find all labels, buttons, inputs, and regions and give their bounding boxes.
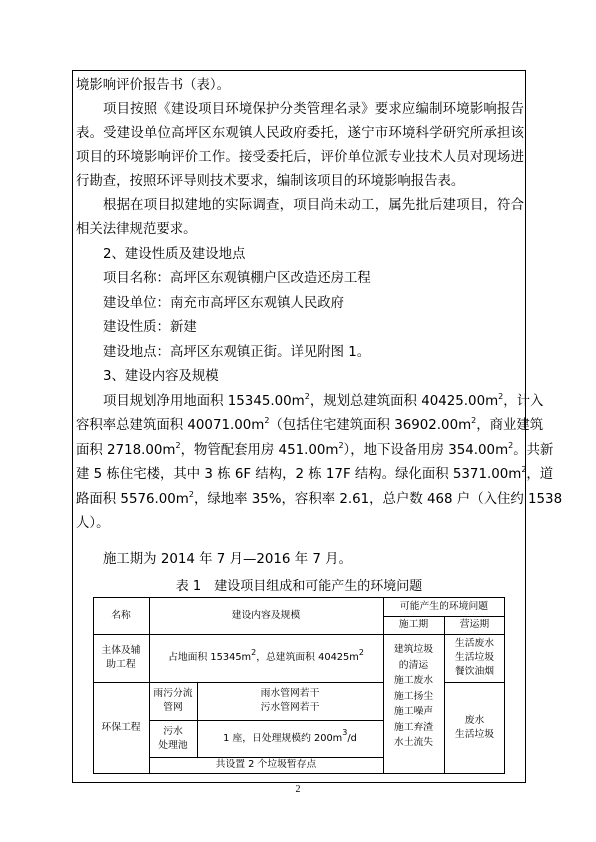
- builder-line: 建设单位：南充市高坪区东观镇人民政府: [103, 296, 345, 311]
- scale-line-4: 建 5 栋住宅楼，其中 3 栋 6F 结构，2 栋 17F 结构。绿化面积 $5371.00m^2$，道: [76, 464, 554, 482]
- construction-issues: 建筑垃圾 的清运 施工废水 施工扬尘 施工噪声 施工弃渣 水土流失: [393, 644, 434, 748]
- row-main-name: 主体及辅助工程: [101, 645, 141, 670]
- row-env-operation: 废水 生活垃圾: [454, 715, 495, 740]
- header-name: 名称: [111, 609, 131, 621]
- scale-line-5: 路面积 $5576.00m^2$，绿地率 35%，容积率 2.61，总户数 468 户（入住约 1538: [76, 489, 563, 507]
- section-heading-2: 2、建设性质及建设地点: [103, 247, 246, 262]
- scale-line-2: 容积率总建筑面积 $40071.00m^2$（包括住宅建筑面积 $36902.00m^2$，商业建筑: [76, 415, 544, 433]
- paragraph-1-line-1: 项目按照《建设项目环境保护分类管理名录》要求应编制环境影响报告: [103, 102, 524, 117]
- sub-pool-name: 污水 处理池: [158, 725, 188, 751]
- paragraph-2-line-2: 相关法律规范要求。: [76, 222, 197, 237]
- construction-period: 施工期为 2014 年 7 月—2016 年 7 月。: [103, 552, 352, 567]
- sub-pipe-content: 雨水管网若干 污水管网若干: [260, 688, 320, 713]
- page-number: 2: [295, 784, 301, 795]
- sub-garbage-content: 共设置 2 个垃圾暂存点: [215, 759, 317, 770]
- project-name-line: 项目名称：高坪区东观镇棚户区改造还房工程: [103, 271, 371, 286]
- paragraph-1-line-3: 项目的环境影响评价工作。接受委托后，评价单位派专业技术人员对现场进: [76, 150, 524, 165]
- sub-pool-content: 1 座，日处理规模约 $200m^3/d$: [223, 728, 357, 744]
- table-caption: 表 1 建设项目组成和可能产生的环境问题: [175, 579, 423, 594]
- scale-line-3: 面积 $2718.00m^2$，物管配套用房 $451.00m^2$），地下设备用房 $354.00m^2$。共新: [76, 440, 554, 458]
- paragraph-2-line-1: 根据在项目拟建地的实际调查，项目尚未动工，属先批后建项目，符合: [103, 198, 524, 213]
- header-construction: 施工期: [398, 619, 429, 630]
- section-heading-3: 3、建设内容及规模: [103, 369, 219, 384]
- header-issues: 可能产生的环境问题: [399, 600, 489, 612]
- continued-line: 境影响评价报告书（表）。: [76, 78, 230, 93]
- header-operation: 营运期: [459, 619, 490, 630]
- row-main-content: 占地面积 $15345m^2$，总建筑面积 $40425m^2$: [168, 647, 364, 663]
- paragraph-1-line-2: 表。受建设单位高坪区东观镇人民政府委托，遂宁市环境科学研究所承担该: [76, 126, 524, 141]
- header-content: 建设内容及规模: [231, 609, 301, 621]
- row-main-operation: 生活废水 生活垃圾 餐饮油烟: [454, 638, 495, 677]
- nature-line: 建设性质：新建: [103, 320, 197, 335]
- project-composition-table: [93, 597, 505, 774]
- scale-line-6: 人）。: [76, 516, 110, 531]
- scale-line-1: 项目规划净用地面积 $15345.00m^2$，规划总建筑面积 $40425.00m^2$，计入: [103, 391, 544, 409]
- location-line: 建设地点：高坪区东观镇正街。详见附图 1。: [103, 345, 371, 360]
- paragraph-1-line-4: 行勘查，按照环评导则技术要求，编制该项目的环境影响报告表。: [76, 174, 465, 189]
- sub-pipe-name: 雨污分流 管网: [153, 688, 193, 713]
- row-env-name: 环保工程: [101, 722, 141, 733]
